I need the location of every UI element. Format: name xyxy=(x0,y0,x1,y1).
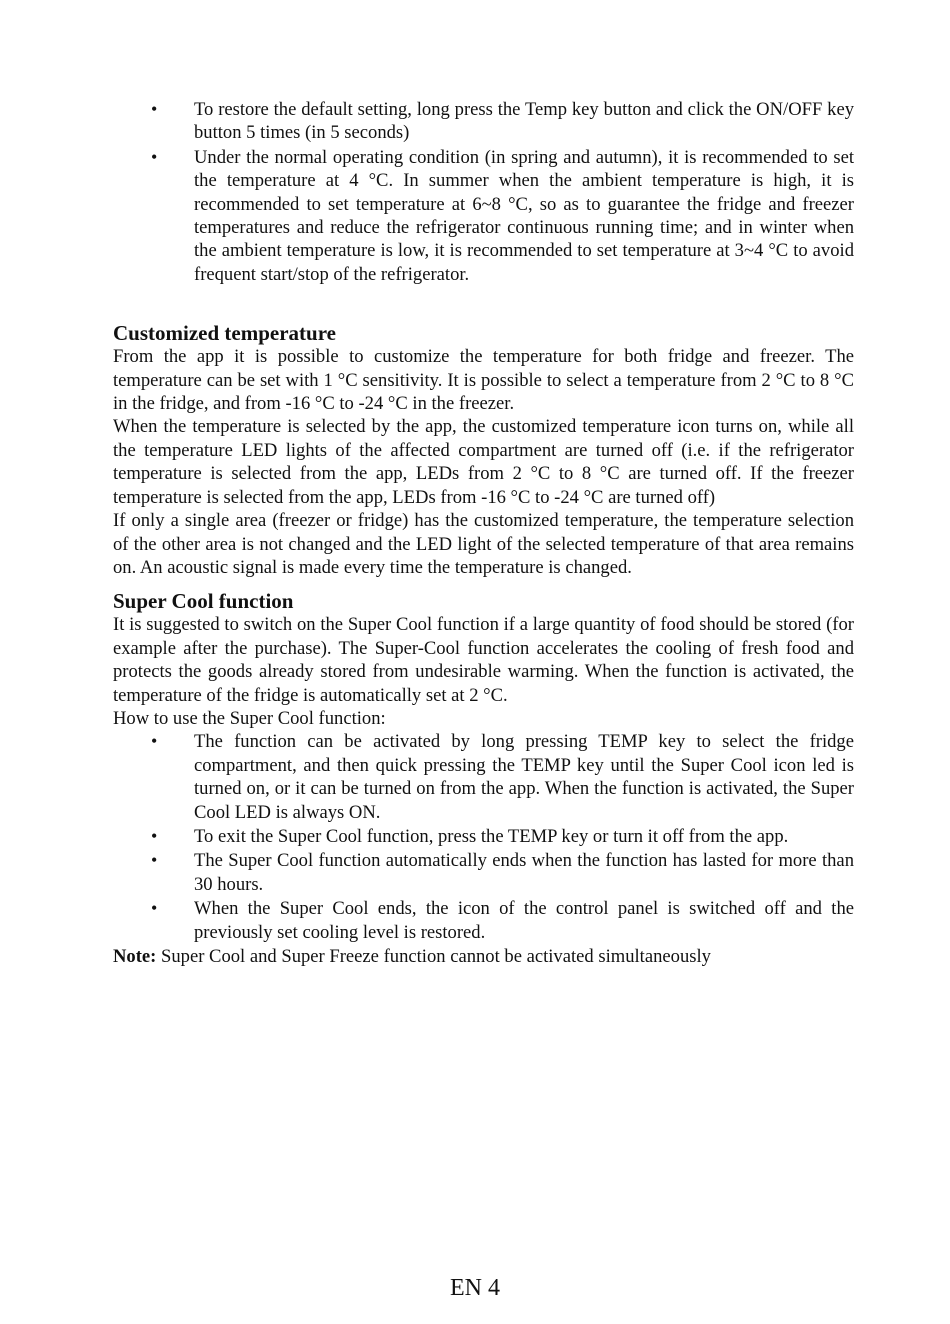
bullet-item xyxy=(151,98,854,145)
paragraph: From the app it is possible to customize the temperature for both fridge and freezer. The temperature can be set with 1 °C sensitivity. It is possible to select a temperature from 2 °C to 8 °C in the fridge, and from -16 °C to -24 °C in the freezer. xyxy=(113,346,854,415)
super-cool-bullet-list xyxy=(113,730,854,944)
bullet-dot-icon: • xyxy=(151,146,158,167)
bullet-text: Under the normal operating condition (in spring and autumn), it is recommended to set the temperature at 4 °C. In summer when the ambient temperature is high, it is recommended to set temperature at 6~8 °C, so as to guarantee the fridge and freezer temperatures and reduce the refrigerator continuous running time; and in winter when the ambient temperature is low, it is recommended to set temperature at 3~4 °C to avoid frequent start/stop of the refrigerator. xyxy=(194,146,854,285)
bullet-dot-icon: • xyxy=(151,850,158,871)
bullet-item xyxy=(151,730,854,824)
intro-bullet-list xyxy=(113,98,854,286)
bullet-text: The Super Cool function automatically ends when the function has lasted for more than 30 hours. xyxy=(194,850,854,895)
page-number: EN 4 xyxy=(450,1275,500,1301)
bullet-item xyxy=(151,825,854,848)
bullet-item xyxy=(151,146,854,286)
document-page xyxy=(113,98,854,968)
bullet-dot-icon: • xyxy=(151,731,158,752)
paragraph: It is suggested to switch on the Super Cool function if a large quantity of food should be stored (for example after the purchase). The Super-Cool function accelerates the cooling of fresh food and protects the goods already stored from undesirable warming. When the function is activated, the temperature of the fridge is automatically set at 2 °C. xyxy=(113,614,854,706)
spacer xyxy=(113,579,854,589)
bullet-item xyxy=(151,897,854,944)
paragraph: If only a single area (freezer or fridge) has the customized temperature, the temperature selection of the other area is not changed and the LED light of the selected temperature of that area remains on. An acoustic signal is made every time the temperature is changed. xyxy=(113,510,854,578)
bullet-dot-icon: • xyxy=(151,99,158,119)
bullet-dot-icon: • xyxy=(151,898,158,919)
bullet-item xyxy=(151,849,854,896)
super-cool-section xyxy=(113,589,854,968)
note xyxy=(113,945,854,968)
customized-temperature-section xyxy=(113,321,854,579)
bullet-text: To exit the Super Cool function, press the TEMP key or turn it off from the app. xyxy=(194,825,789,847)
paragraph: When the temperature is selected by the app, the customized temperature icon turns on, while all the temperature LED lights of the affected compartment are turned off (i.e. if the refrigerator temperature is selected from the app, LEDs from 2 °C to 8 °C are turned off. If the freezer temperature is selected from the app, LEDs from -16 °C to -24 °C are turned off) xyxy=(113,416,854,508)
note-label: Note: xyxy=(113,946,157,967)
note-text: Super Cool and Super Freeze function cannot be activated simultaneously xyxy=(156,946,711,967)
spacer xyxy=(113,287,854,321)
bullet-text: To restore the default setting, long press the Temp key button and click the ON/OFF key button 5 times (in 5 seconds) xyxy=(194,99,854,144)
bullet-text: When the Super Cool ends, the icon of the control panel is switched off and the previously set cooling level is restored. xyxy=(194,898,854,943)
section-heading: Customized temperature xyxy=(113,321,336,346)
bullet-text: The function can be activated by long pressing TEMP key to select the fridge compartment, and then quick pressing the TEMP key until the Super Cool icon led is turned on, or it can be turned on from the app. When the function is activated, the Super Cool LED is always ON. xyxy=(194,731,854,823)
paragraph: How to use the Super Cool function: xyxy=(113,707,386,729)
section-heading: Super Cool function xyxy=(113,589,294,614)
bullet-dot-icon: • xyxy=(151,825,158,846)
